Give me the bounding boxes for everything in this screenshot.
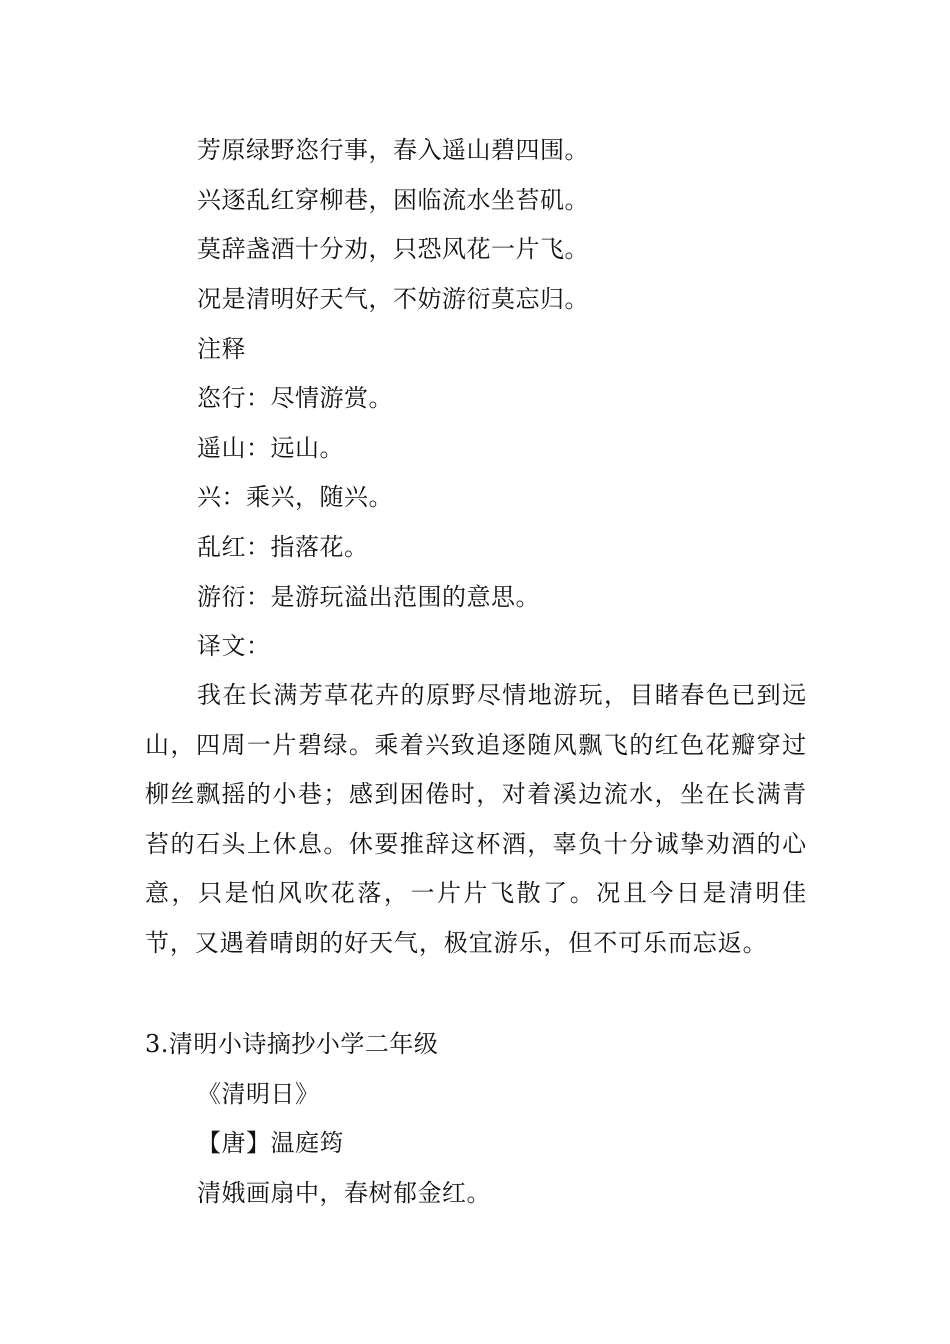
translation-heading: 译文： bbox=[197, 632, 271, 660]
note-item-4: 乱红：指落花。 bbox=[197, 533, 369, 561]
poem-line-3: 莫辞盏酒十分劝，只恐风花一片飞。 bbox=[197, 235, 589, 263]
notes-heading: 注释 bbox=[197, 335, 246, 363]
poem-first-line: 清娥画扇中，春树郁金红。 bbox=[197, 1179, 491, 1207]
section-heading: 3.清明小诗摘抄小学二年级 bbox=[145, 1030, 439, 1058]
translation-body: 我在长满芳草花卉的原野尽情地游玩，目睹春色已到远山，四周一片碧绿。乘着兴致追逐随风飘飞的红色花瓣穿过柳丝飘摇的小巷；感到困倦时，对着溪边流水，坐在长满青苔的石头上休息。休要推辞这杯酒，辜负十分诚挚劝酒的心意，只是怕风吹花落，一片片飞散了。况且今日是清明佳节，又遇着晴朗的好天气，极宜游乐，但不可乐而忘返。 bbox=[145, 681, 807, 957]
note-item-1: 恣行：尽情游赏。 bbox=[197, 384, 393, 412]
poem-line-2: 兴逐乱红穿柳巷，困临流水坐苔矶。 bbox=[197, 186, 589, 214]
poem-line-4: 况是清明好天气，不妨游衍莫忘归。 bbox=[197, 285, 589, 313]
note-item-2: 遥山：远山。 bbox=[197, 434, 344, 462]
poem-line-1: 芳原绿野恣行事，春入遥山碧四围。 bbox=[197, 136, 589, 164]
note-item-3: 兴：乘兴，随兴。 bbox=[197, 483, 393, 511]
poem-author: 【唐】温庭筠 bbox=[197, 1129, 344, 1157]
note-item-5: 游衍：是游玩溢出范围的意思。 bbox=[197, 583, 540, 611]
poem-title: 《清明日》 bbox=[197, 1080, 320, 1108]
